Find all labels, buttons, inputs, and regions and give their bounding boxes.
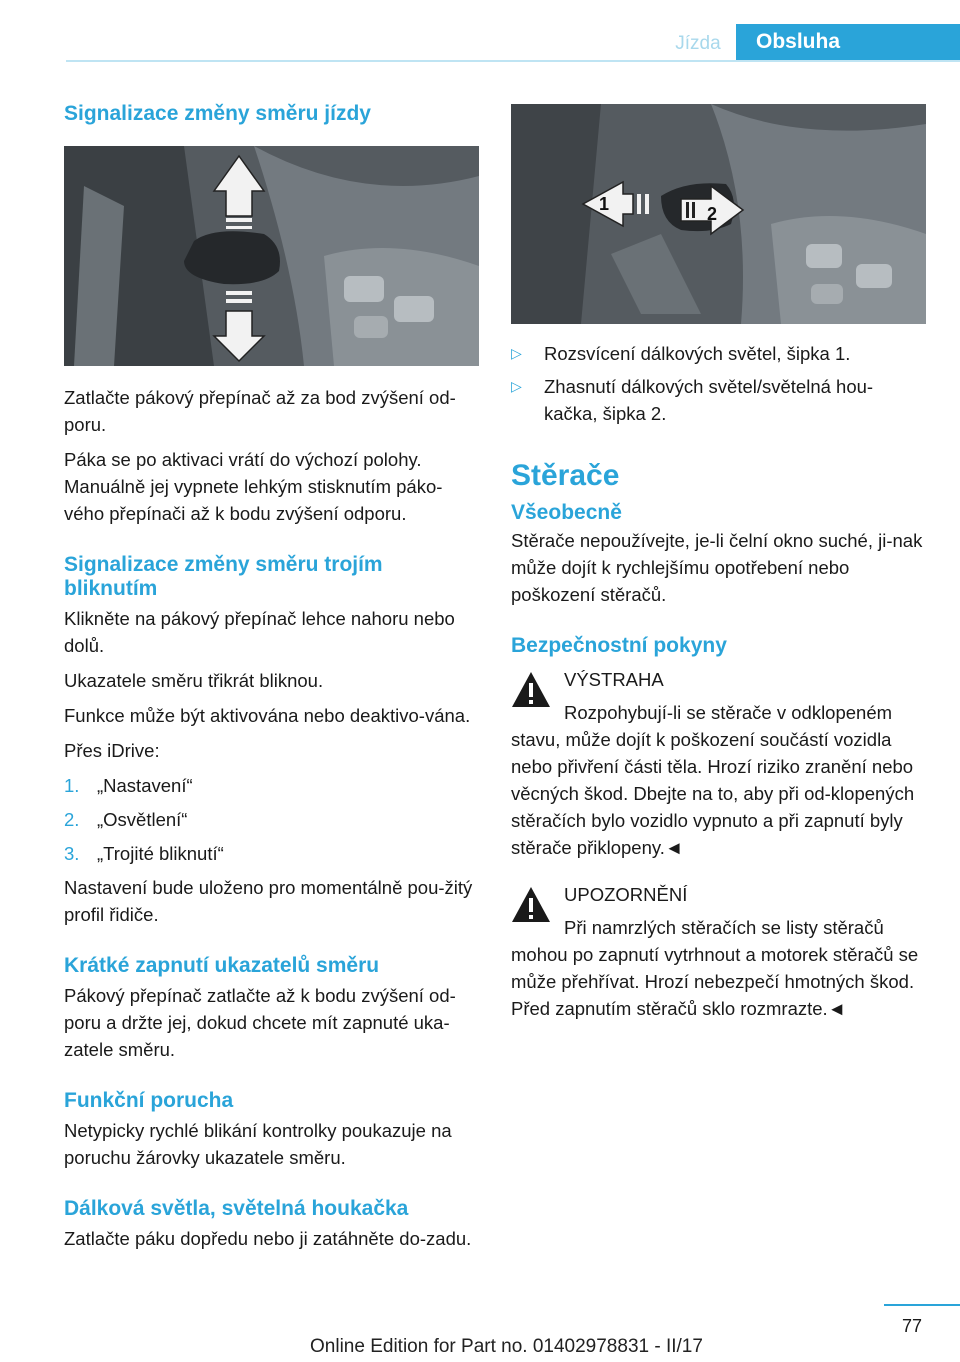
paragraph: Netypicky rychlé blikání kontrolky poukazuje na poruchu žárovky ukazatele směru. bbox=[64, 1120, 452, 1168]
footer-rule bbox=[884, 1304, 960, 1306]
heading-general: Všeobecně bbox=[511, 501, 622, 524]
paragraph: Klikněte na pákový přepínač lehce nahoru nebo dolů. bbox=[64, 608, 455, 656]
warning-triangle-icon bbox=[511, 885, 551, 925]
list-number: 3. bbox=[64, 843, 80, 864]
paragraph: Stěrače nepoužívejte, je-li čelní okno suché, ji-nak může dojít k rychlejšímu opotřebení nebo poškození stěračů. bbox=[511, 530, 923, 605]
list-text: Zhasnutí dálkových světel/světelná hou-kačka, šipka 2. bbox=[544, 376, 874, 424]
list-item bbox=[64, 772, 479, 799]
chapter-tab[interactable]: Jízda bbox=[675, 33, 721, 54]
left-column bbox=[64, 102, 479, 1260]
list-item bbox=[511, 340, 926, 367]
list-text: „Nastavení“ bbox=[97, 775, 193, 796]
heading-high-beam: Dálková světla, světelná houkačka bbox=[64, 1197, 409, 1220]
warning-triangle-icon bbox=[511, 670, 551, 710]
paragraph: Zatlačte pákový přepínač až za bod zvýšení od-poru. bbox=[64, 387, 456, 435]
caution-title: UPOZORNĚNÍ bbox=[564, 884, 688, 905]
header-rule bbox=[66, 60, 960, 62]
edition-footer: Online Edition for Part no. 01402978831 - II/17 bbox=[310, 1336, 703, 1357]
arrow-2-label: 2 bbox=[707, 204, 718, 224]
bullet-triangle-icon: ▷ bbox=[511, 345, 522, 361]
heading-triple-blink: Signalizace změny směru trojím bliknutím bbox=[64, 553, 383, 600]
paragraph: Zatlačte páku dopředu nebo ji zatáhněte do-zadu. bbox=[64, 1228, 472, 1249]
list-item bbox=[64, 806, 479, 833]
list-item bbox=[511, 373, 926, 427]
list-item bbox=[64, 840, 479, 867]
right-column bbox=[511, 104, 926, 1030]
heading-wipers: Stěrače bbox=[511, 459, 620, 492]
list-number: 2. bbox=[64, 809, 80, 830]
list-number: 1. bbox=[64, 775, 80, 796]
caution-box bbox=[511, 881, 926, 1022]
photo-turn-signal-lever bbox=[64, 146, 479, 366]
paragraph: Pákový přepínač zatlačte až k bodu zvýšení od-poru a držte jej, dokud chcete mít zapnuté uka-zatele směru. bbox=[64, 985, 456, 1060]
list-text: „Trojité bliknutí“ bbox=[97, 843, 224, 864]
list-text: „Osvětlení“ bbox=[97, 809, 188, 830]
paragraph: Funkce může být aktivována nebo deaktivo-vána. bbox=[64, 705, 471, 726]
warning-box bbox=[511, 666, 926, 861]
warning-title: VÝSTRAHA bbox=[564, 669, 664, 690]
bullet-triangle-icon: ▷ bbox=[511, 378, 522, 394]
heading-safety: Bezpečnostní pokyny bbox=[511, 634, 727, 657]
caution-text: Při namrzlých stěračích se listy stěračů mohou po zapnutí vytrhnout a motorek stěračů se může přehřívat. Hrozí nebezpečí hmotných škod. Před zapnutím stěračů sklo rozmrazte.◄ bbox=[511, 917, 919, 1019]
heading-malfunction: Funkční porucha bbox=[64, 1089, 234, 1112]
paragraph: Přes iDrive: bbox=[64, 740, 160, 761]
warning-text: Rozpohybují-li se stěrače v odklopeném stavu, může dojít k poškození součástí vozidla nebo přivření části těla. Hrozí riziko zranění nebo věcných škod. Dbejte na to, aby při od-klopených stěračích bylo vozidlo vypnuto a při zapnutí byly stěrače přiklopeny.◄ bbox=[511, 702, 915, 858]
list-text: Rozsvícení dálkových světel, šipka 1. bbox=[544, 343, 851, 364]
arrow-1-label: 1 bbox=[599, 194, 610, 214]
paragraph: Páka se po aktivaci vrátí do výchozí polohy. Manuálně jej vypnete lehkým stisknutím páko-vého přepínači až k bodu zvýšení odporu. bbox=[64, 449, 443, 524]
page-number: 77 bbox=[901, 1316, 922, 1336]
section-tab[interactable]: Obsluha bbox=[736, 24, 960, 60]
heading-turn-signal: Signalizace změny směru jízdy bbox=[64, 102, 371, 125]
paragraph: Nastavení bude uloženo pro momentálně pou-žitý profil řidiče. bbox=[64, 877, 473, 925]
heading-short-signal: Krátké zapnutí ukazatelů směru bbox=[64, 954, 380, 977]
photo-high-beam-lever bbox=[511, 104, 926, 324]
paragraph: Ukazatele směru třikrát bliknou. bbox=[64, 670, 324, 691]
